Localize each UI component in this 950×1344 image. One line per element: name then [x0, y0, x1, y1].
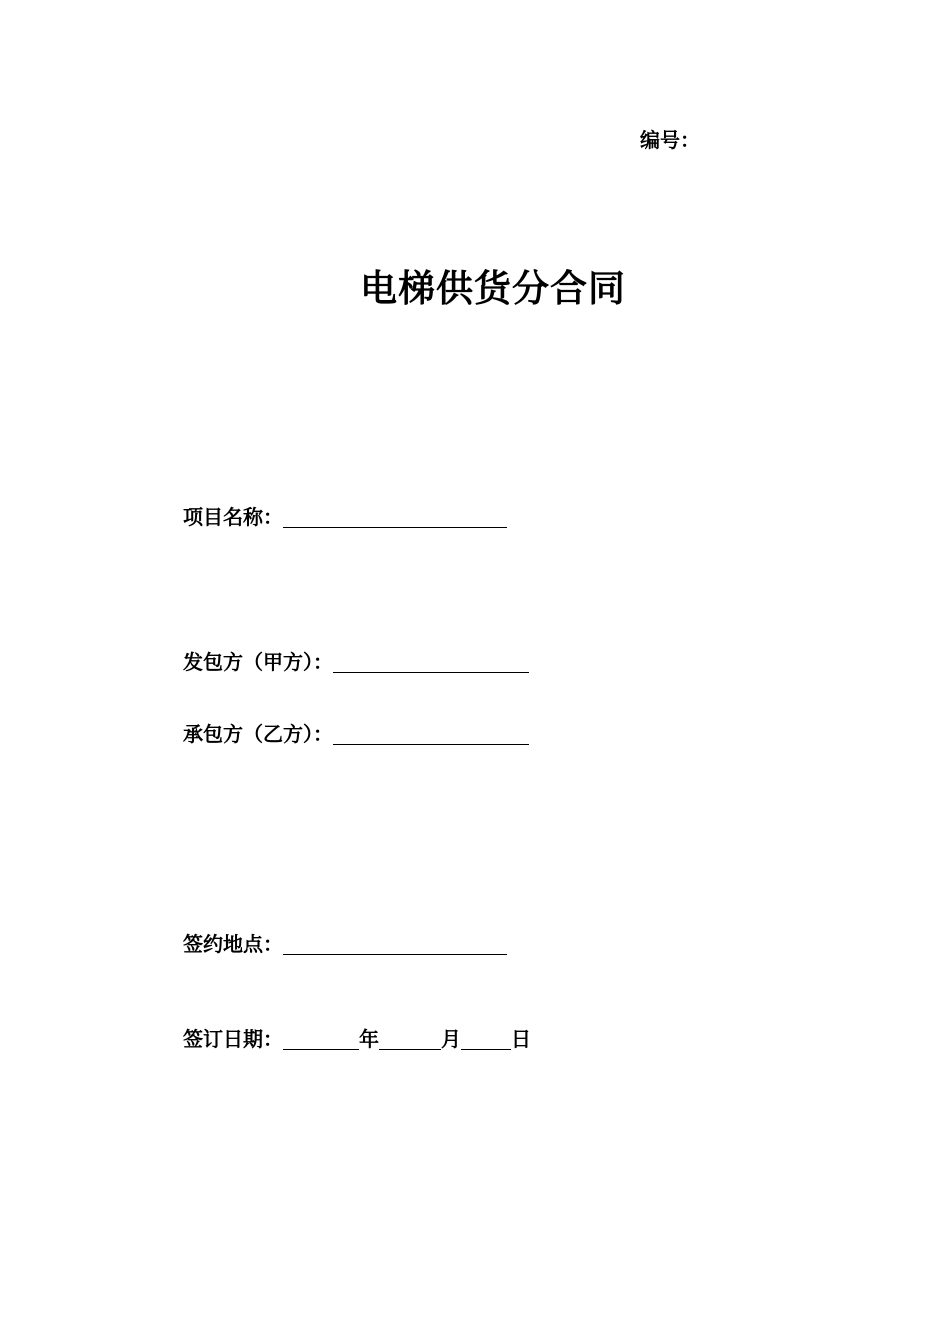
project-name-label: 项目名称：: [183, 505, 283, 529]
party-a-label: 发包方（甲方）：: [183, 650, 333, 674]
signing-day-field[interactable]: [461, 1027, 511, 1050]
signing-date-label: 签订日期：: [183, 1027, 283, 1051]
year-unit-label: 年: [359, 1027, 379, 1051]
document-number-label: 编号：: [640, 128, 700, 152]
party-b-field[interactable]: [333, 722, 529, 745]
day-unit-label: 日: [511, 1027, 531, 1051]
project-name-field[interactable]: [283, 505, 507, 528]
signing-date-row: [183, 1025, 531, 1053]
party-a-field[interactable]: [333, 650, 529, 673]
party-b-row: [183, 720, 529, 748]
page-title: 电梯供货分合同: [360, 267, 626, 310]
signing-month-field[interactable]: [379, 1027, 441, 1050]
party-a-row: [183, 648, 529, 676]
signing-place-label: 签约地点：: [183, 932, 283, 956]
party-b-label: 承包方（乙方）：: [183, 722, 333, 746]
project-name-row: [183, 503, 507, 531]
signing-place-row: [183, 930, 507, 958]
month-unit-label: 月: [441, 1027, 461, 1051]
signing-place-field[interactable]: [283, 932, 507, 955]
signing-year-field[interactable]: [283, 1027, 359, 1050]
